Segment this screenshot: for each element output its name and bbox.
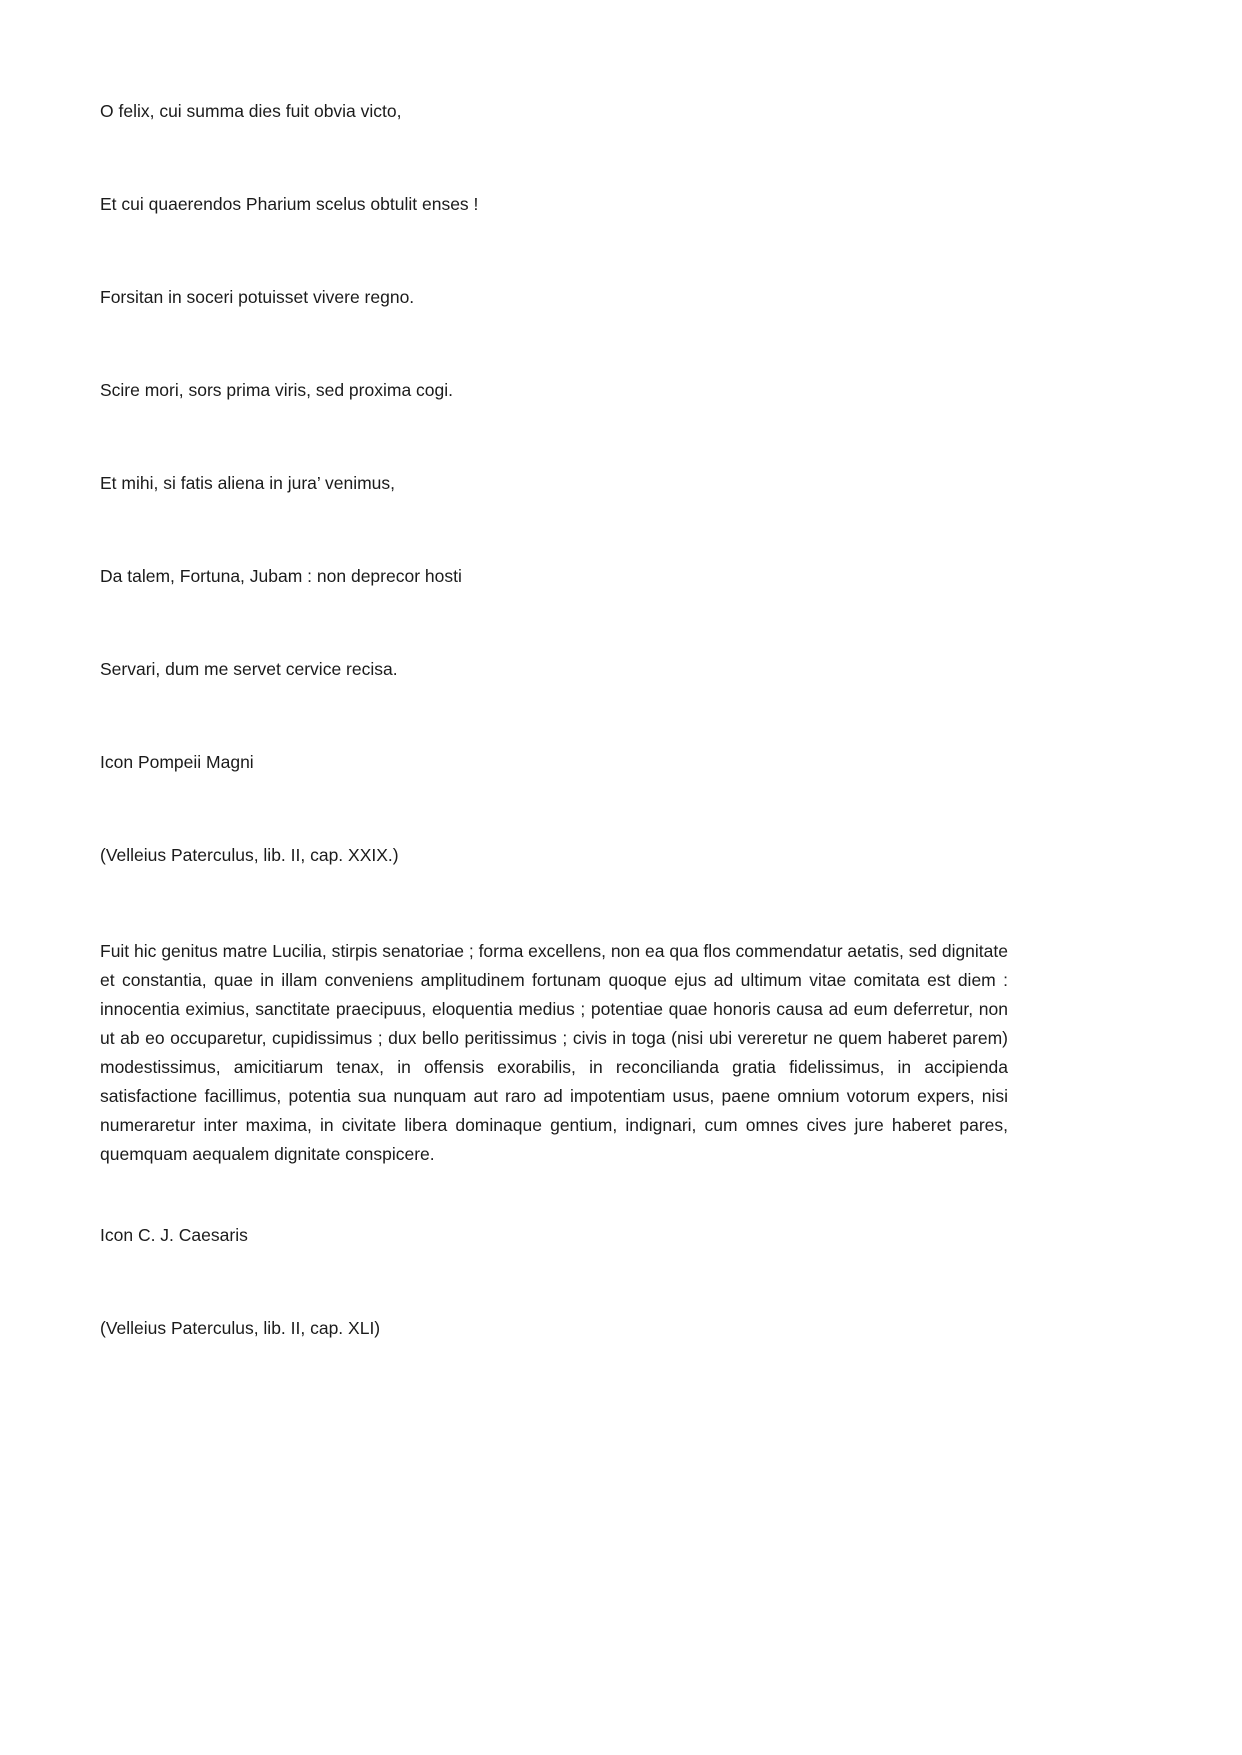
- verse-line-7: Servari, dum me servet cervice recisa.: [100, 659, 398, 679]
- citation-velleius-xli: (Velleius Paterculus, lib. II, cap. XLI): [100, 1318, 381, 1338]
- verse-line-4: Scire mori, sors prima viris, sed proxima cogi.: [100, 380, 453, 400]
- verse-line-5: Et mihi, si fatis aliena in jura’ venimus,: [100, 473, 396, 493]
- verse-line-3: Forsitan in soceri potuisset vivere regno.: [100, 287, 415, 307]
- verse-line-2: Et cui quaerendos Pharium scelus obtulit enses !: [100, 194, 479, 214]
- verse-line-6: Da talem, Fortuna, Jubam : non deprecor hosti: [100, 566, 462, 586]
- prose-paragraph: Fuit hic genitus matre Lucilia, stirpis senatoriae ; forma excellens, non ea qua flos commendatur aetatis, sed dignitate et constantia, quae in illam conveniens amplitudinem fortunam quoque ejus ad ultimum vitae comitata est diem : innocentia eximius, sanctitate praecipuus, eloquentia medius ; potentiae quae honoris causa ad eum deferretur, non ut ab eo occuparetur, cupidissimus ; dux bello peritissimus ; civis in toga (nisi ubi vereretur ne quem haberet parem) modestissimus, amicitiarum tenax, in offensis exorabilis, in reconcilianda gratia fidelissimus, in accipienda satisfactione facillimus, potentia sua nunquam aut raro ad impotentiam usus, paene omnium votorum expers, nisi numeraretur inter maxima, in civitate libera dominaque gentium, indignari, cum omnes cives jure haberet pares, quemquam aequalem dignitate conspicere.: [100, 941, 1013, 1164]
- caption-pompeii-magni: Icon Pompeii Magni: [100, 752, 254, 772]
- citation-velleius-xxix: (Velleius Paterculus, lib. II, cap. XXIX.): [100, 845, 399, 865]
- verse-line-1: O felix, cui summa dies fuit obvia victo,: [100, 101, 402, 121]
- caption-caesaris: Icon C. J. Caesaris: [100, 1225, 248, 1245]
